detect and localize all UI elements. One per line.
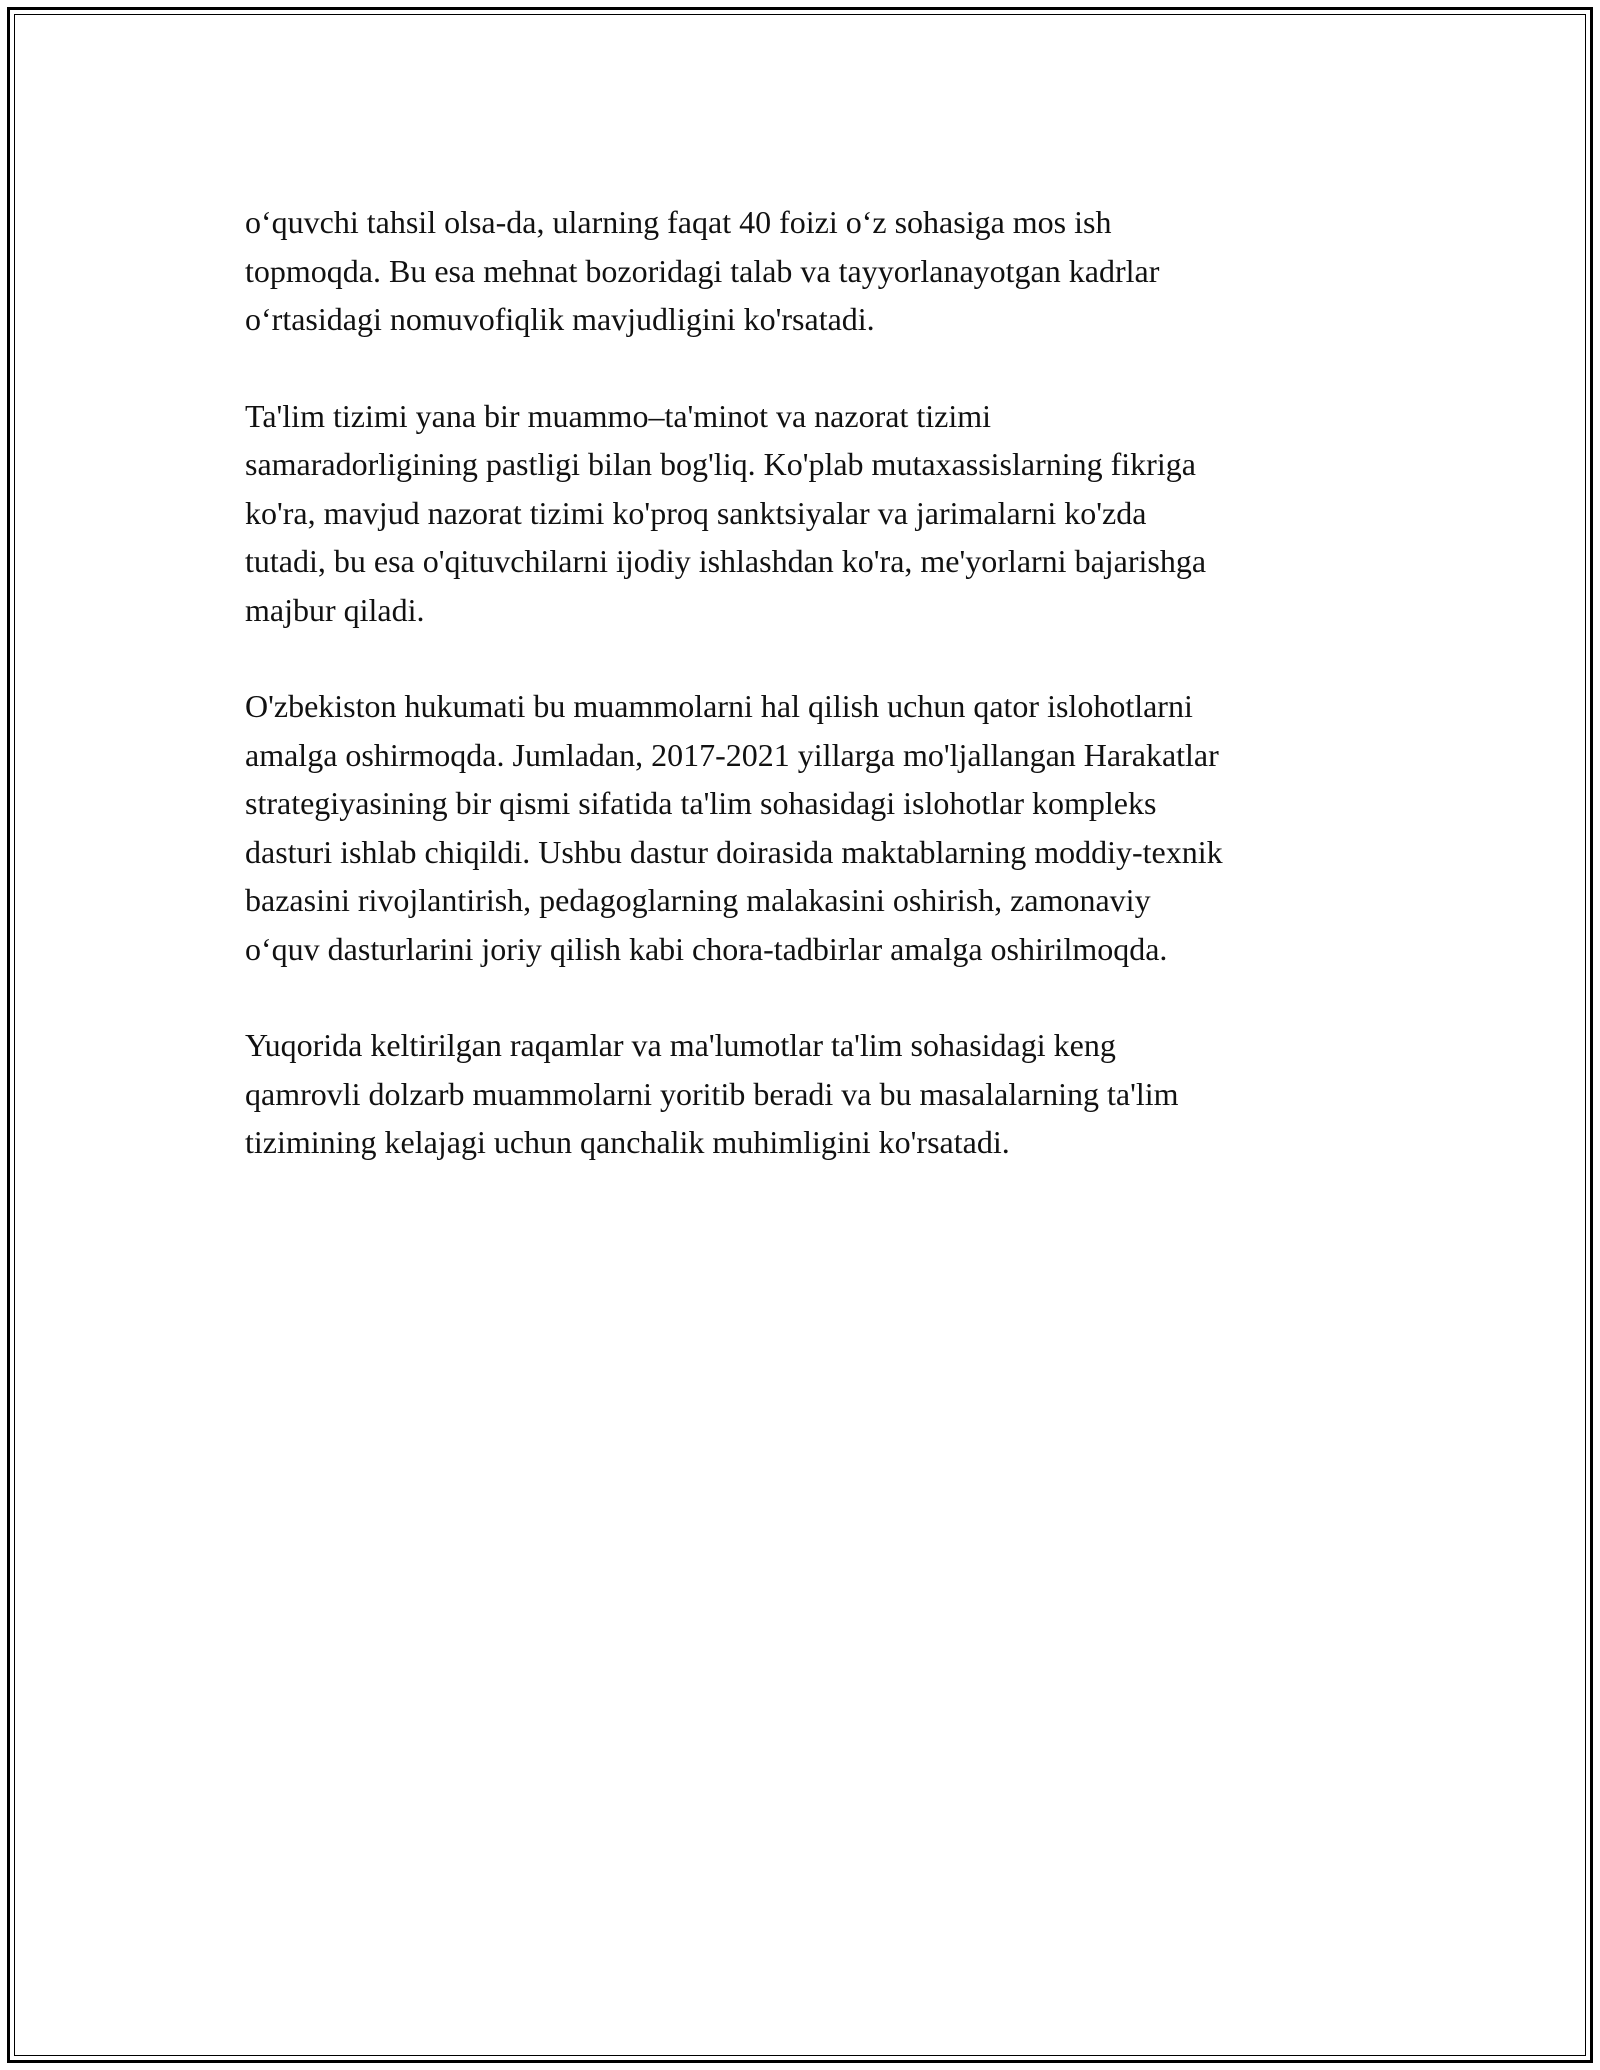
paragraph-line: Yuqorida keltirilgan raqamlar va ma'lumotlar ta'lim sohasidagi keng xyxy=(245,1027,1116,1063)
paragraph-3 xyxy=(245,682,1405,973)
paragraph-4 xyxy=(245,1021,1405,1167)
paragraph-line: strategiyasining bir qismi sifatida ta'lim sohasidagi islohotlar kompleks xyxy=(245,785,1157,821)
page-border xyxy=(7,7,1593,2063)
paragraph-line: tizimining kelajagi uchun qanchalik muhimligini ko'rsatadi. xyxy=(245,1124,1010,1160)
paragraph-line: o‘quv dasturlarini joriy qilish kabi chora-tadbirlar amalga oshirilmoqda. xyxy=(245,930,1168,967)
document-body xyxy=(245,198,1405,1215)
paragraph-line: o‘quvchi tahsil olsa-da, ularning faqat 40 foizi o‘z sohasiga mos ish xyxy=(245,204,1112,240)
paragraph-line: tutadi, bu esa o'qituvchilarni ijodiy ishlashdan ko'ra, me'yorlarni bajarishga xyxy=(245,543,1207,579)
paragraph-line: dasturi ishlab chiqildi. Ushbu dastur doirasida maktablarning moddiy-texnik xyxy=(245,833,1223,870)
paragraph-line: O'zbekiston hukumati bu muammolarni hal qilish uchun qator islohotlarni xyxy=(245,688,1193,724)
paragraph-line: samaradorligining pastligi bilan bog'liq. Ko'plab mutaxassislarning fikriga xyxy=(245,446,1196,482)
paragraph-line: amalga oshirmoqda. Jumladan, 2017-2021 yillarga mo'ljallangan Harakatlar xyxy=(245,736,1219,773)
paragraph-line: qamrovli dolzarb muammolarni yoritib beradi va bu masalalarning ta'lim xyxy=(245,1075,1179,1112)
paragraph-2 xyxy=(245,392,1405,635)
paragraph-line: o‘rtasidagi nomuvofiqlik mavjudligini ko'rsatadi. xyxy=(245,301,875,337)
paragraph-line: ko'ra, mavjud nazorat tizimi ko'proq sanktsiyalar va jarimalarni ko'zda xyxy=(245,494,1147,531)
paragraph-1 xyxy=(245,198,1405,344)
paragraph-line: bazasini rivojlantirish, pedagoglarning malakasini oshirish, zamonaviy xyxy=(245,882,1151,918)
paragraph-line: topmoqda. Bu esa mehnat bozoridagi talab va tayyorlanayotgan kadrlar xyxy=(245,252,1160,289)
paragraph-line: Ta'lim tizimi yana bir muammo–ta'minot va nazorat tizimi xyxy=(245,397,991,434)
paragraph-line: majbur qiladi. xyxy=(245,591,425,628)
